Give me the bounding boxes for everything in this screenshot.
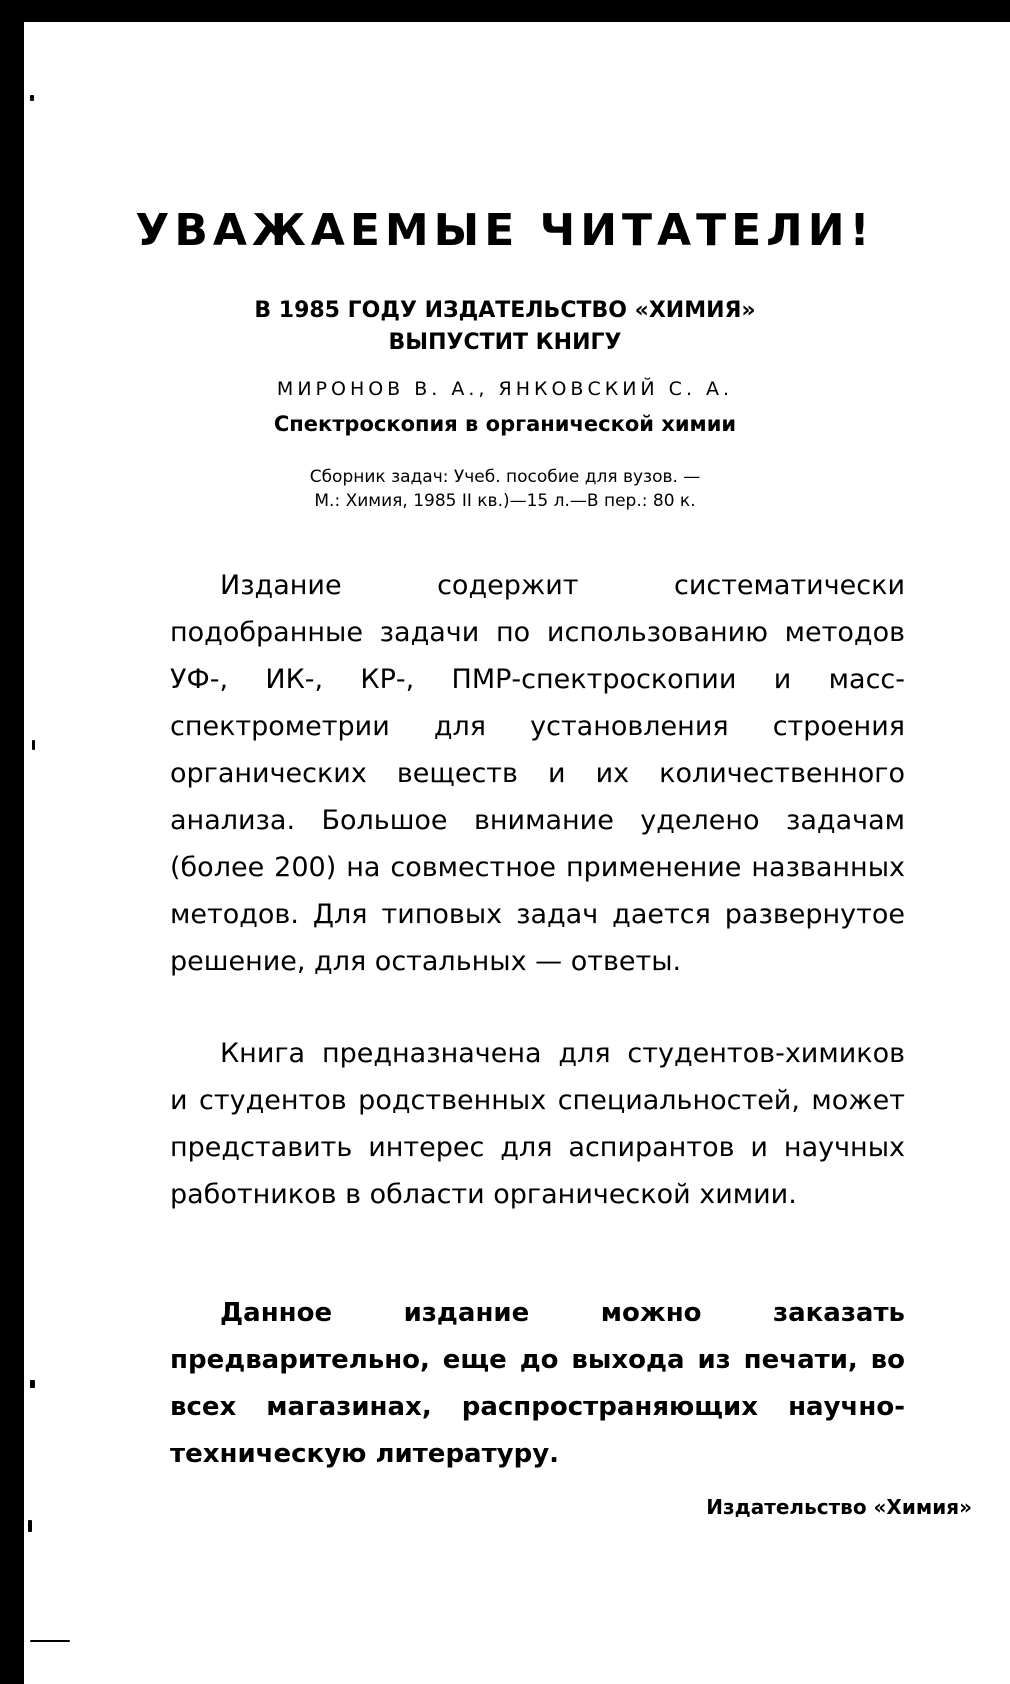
announcement-line: ВЫПУСТИТ КНИГУ (388, 330, 622, 355)
scan-speck (30, 1640, 70, 1642)
book-authors: МИРОНОВ В. А., ЯНКОВСКИЙ С. А. (276, 378, 734, 400)
publication-info-line: М.: Химия, 1985 II кв.)—15 л.—В пер.: 80 к. (314, 491, 696, 511)
order-paragraph: Данное издание можно заказать предварительно, еще до выхода из печати, во всех магазинах, распространяющих научно-техническую литературу. (170, 1298, 905, 1469)
announcement-line: В 1985 ГОДУ ИЗДАТЕЛЬСТВО «ХИМИЯ» (254, 298, 756, 323)
scan-speck (30, 1380, 35, 1388)
publication-info-line: Сборник задач: Учеб. пособие для вузов. — (309, 467, 701, 487)
announcement (0, 295, 1010, 359)
audience-paragraph: Книга предназначена для студентов-химиков и студентов родственных специальностей, может представить интерес для аспирантов и научных работников в области органической химии. (170, 1038, 905, 1210)
page-title: УВАЖАЕМЫЕ ЧИТАТЕЛИ! (135, 205, 875, 256)
scan-speck (28, 1520, 32, 1532)
scan-speck (32, 740, 35, 750)
scan-speck (30, 95, 34, 101)
scan-border-top (0, 0, 1010, 22)
publication-info (0, 465, 1010, 513)
publisher-signature: Издательство «Химия» (706, 1495, 972, 1519)
book-title: Спектроскопия в органической химии (273, 412, 737, 436)
description-paragraph: Издание содержит систематически подобранные задачи по использованию методов УФ-, ИК-, КР-, ПМР-спектроскопии и масс-спектрометрии для установления строения органических веществ и их количественного анализа. Большое внимание уделено задачам (более 200) на совместное применение названных методов. Для типовых задач дается развернутое решение, для остальных — ответы. (170, 570, 905, 977)
